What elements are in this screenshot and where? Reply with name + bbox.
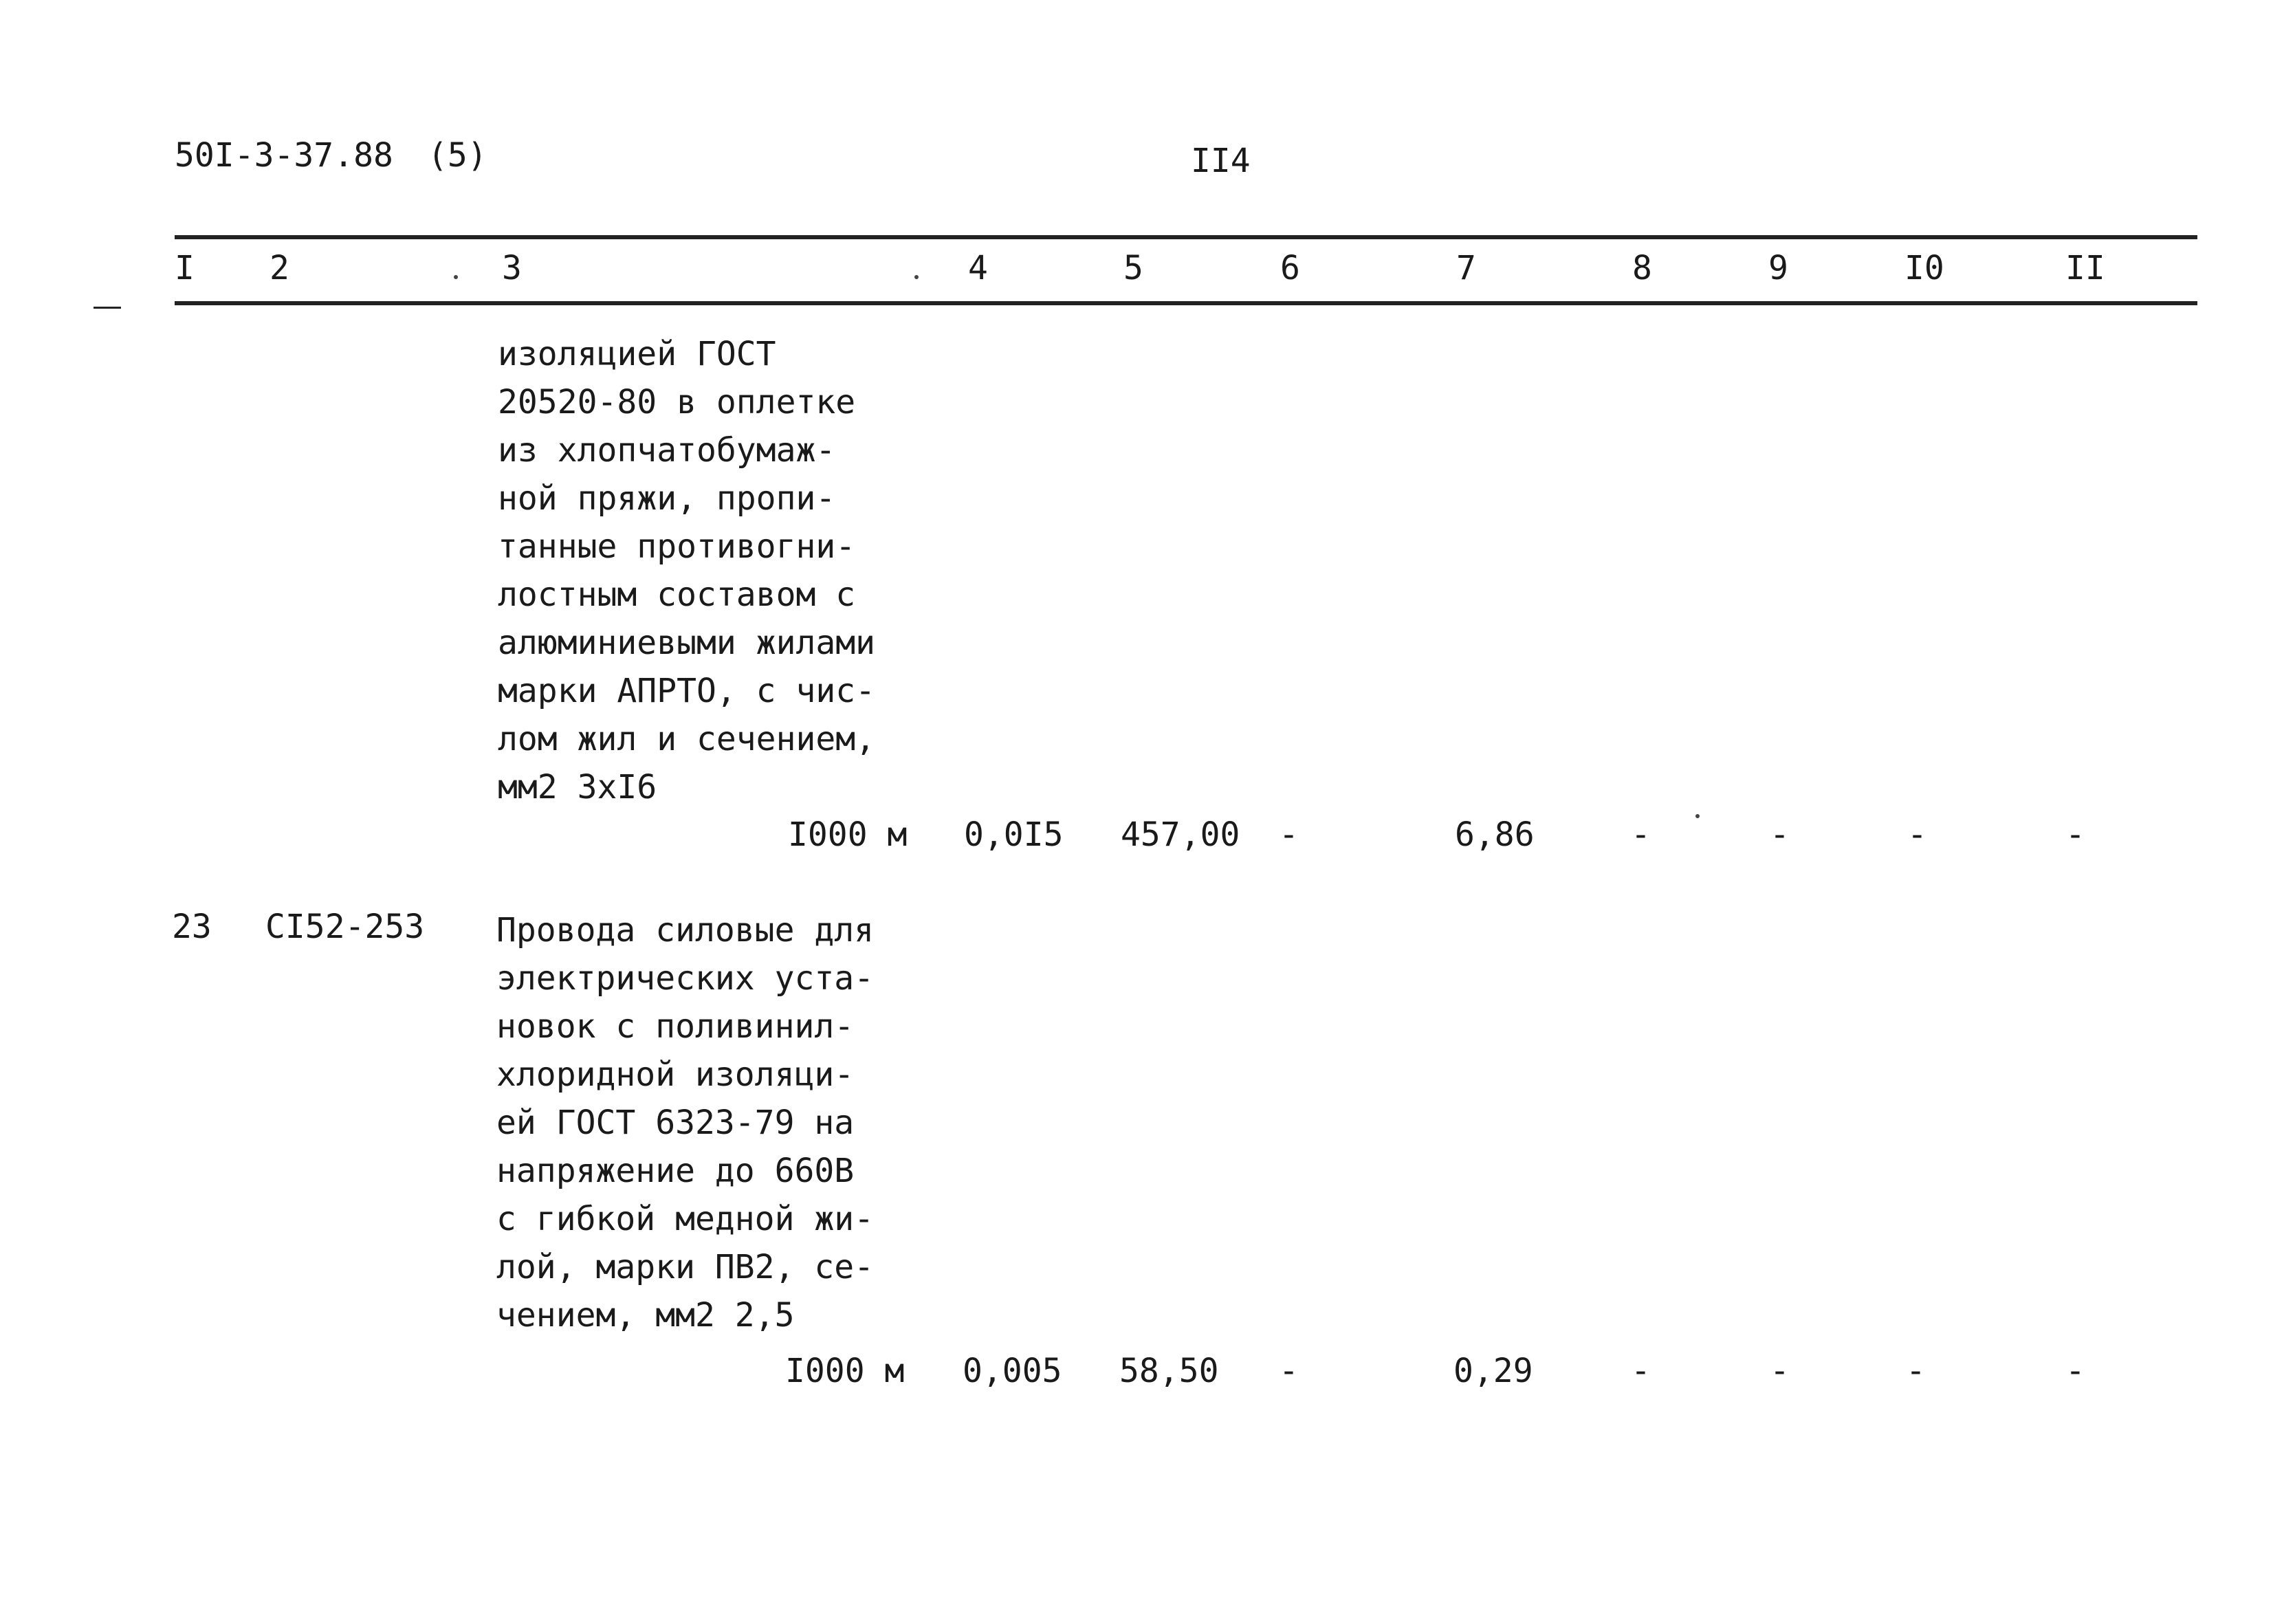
description-line: Провода силовые для <box>496 911 875 950</box>
cell-col5: 58,50 <box>1119 1352 1219 1390</box>
scan-speck <box>454 275 458 279</box>
column-header-2: 2 <box>270 249 289 287</box>
description-line: изоляцией ГОСТ <box>498 335 776 373</box>
cell-col4: 0,005 <box>963 1352 1062 1390</box>
description-line: с гибкой медной жи- <box>496 1200 875 1238</box>
row-description <box>498 330 875 811</box>
scan-speck <box>914 275 919 279</box>
cell-col9: - <box>1770 1352 1790 1390</box>
cell-col6: - <box>1279 815 1299 854</box>
description-line: 20520-80 в оплетке <box>498 383 856 421</box>
column-header-7: 7 <box>1456 249 1476 287</box>
scan-speck <box>1695 814 1700 818</box>
column-header-4: 4 <box>968 249 988 287</box>
column-header-11: II <box>2065 249 2105 287</box>
description-line: лом жил и сечением, <box>498 720 876 758</box>
column-header-10: I0 <box>1904 249 1944 287</box>
table-header-bottom-rule <box>175 301 2197 305</box>
unit-cell: I000 м <box>785 1352 905 1390</box>
cell-col8: - <box>1631 1352 1651 1390</box>
unit-cell: I000 м <box>788 815 908 854</box>
cell-col11: - <box>2065 815 2085 854</box>
description-line: новок с поливинил- <box>496 1007 855 1046</box>
cell-col10: - <box>1906 1352 1926 1390</box>
description-line: хлоридной изоляци- <box>496 1055 855 1094</box>
description-line: мм2 3хI6 <box>498 768 657 806</box>
description-line: чением, мм2 2,5 <box>496 1296 795 1335</box>
cell-col9: - <box>1770 815 1790 854</box>
column-header-1: I <box>175 249 195 287</box>
column-header-6: 6 <box>1280 249 1300 287</box>
description-line: из хлопчатобумаж- <box>498 431 836 470</box>
page-number: II4 <box>1191 142 1251 180</box>
description-line: ной пряжи, пропи- <box>498 479 836 518</box>
description-line: ей ГОСТ 6323-79 на <box>496 1104 855 1142</box>
description-line: танные противогни- <box>498 527 856 566</box>
document-code: 50I-3-37.88 <box>175 136 393 175</box>
description-line: напряжение до 660В <box>496 1152 855 1190</box>
column-header-9: 9 <box>1768 249 1788 287</box>
table-top-rule <box>175 235 2197 239</box>
description-line: лой, марки ПВ2, се- <box>496 1248 875 1286</box>
column-header-8: 8 <box>1632 249 1652 287</box>
scan-mark-left <box>94 307 121 309</box>
row-description <box>496 906 874 1339</box>
document-part: (5) <box>428 136 487 175</box>
cell-col7: 0,29 <box>1453 1352 1533 1390</box>
cell-col5: 457,00 <box>1121 815 1240 854</box>
description-line: лостным составом с <box>498 575 856 614</box>
cell-col7: 6,86 <box>1455 815 1535 854</box>
cell-col6: - <box>1279 1352 1299 1390</box>
description-line: марки АПРТО, с чис- <box>498 672 876 710</box>
description-line: алюминиевыми жилами <box>498 624 876 662</box>
column-header-5: 5 <box>1123 249 1143 287</box>
cell-col4: 0,0I5 <box>964 815 1064 854</box>
row-code: CI52-253 <box>265 908 425 946</box>
cell-col8: - <box>1631 815 1651 854</box>
row-number: 23 <box>172 908 212 946</box>
cell-col11: - <box>2065 1352 2085 1390</box>
description-line: электрических уста- <box>496 959 875 998</box>
cell-col10: - <box>1907 815 1927 854</box>
column-header-3: 3 <box>502 249 522 287</box>
